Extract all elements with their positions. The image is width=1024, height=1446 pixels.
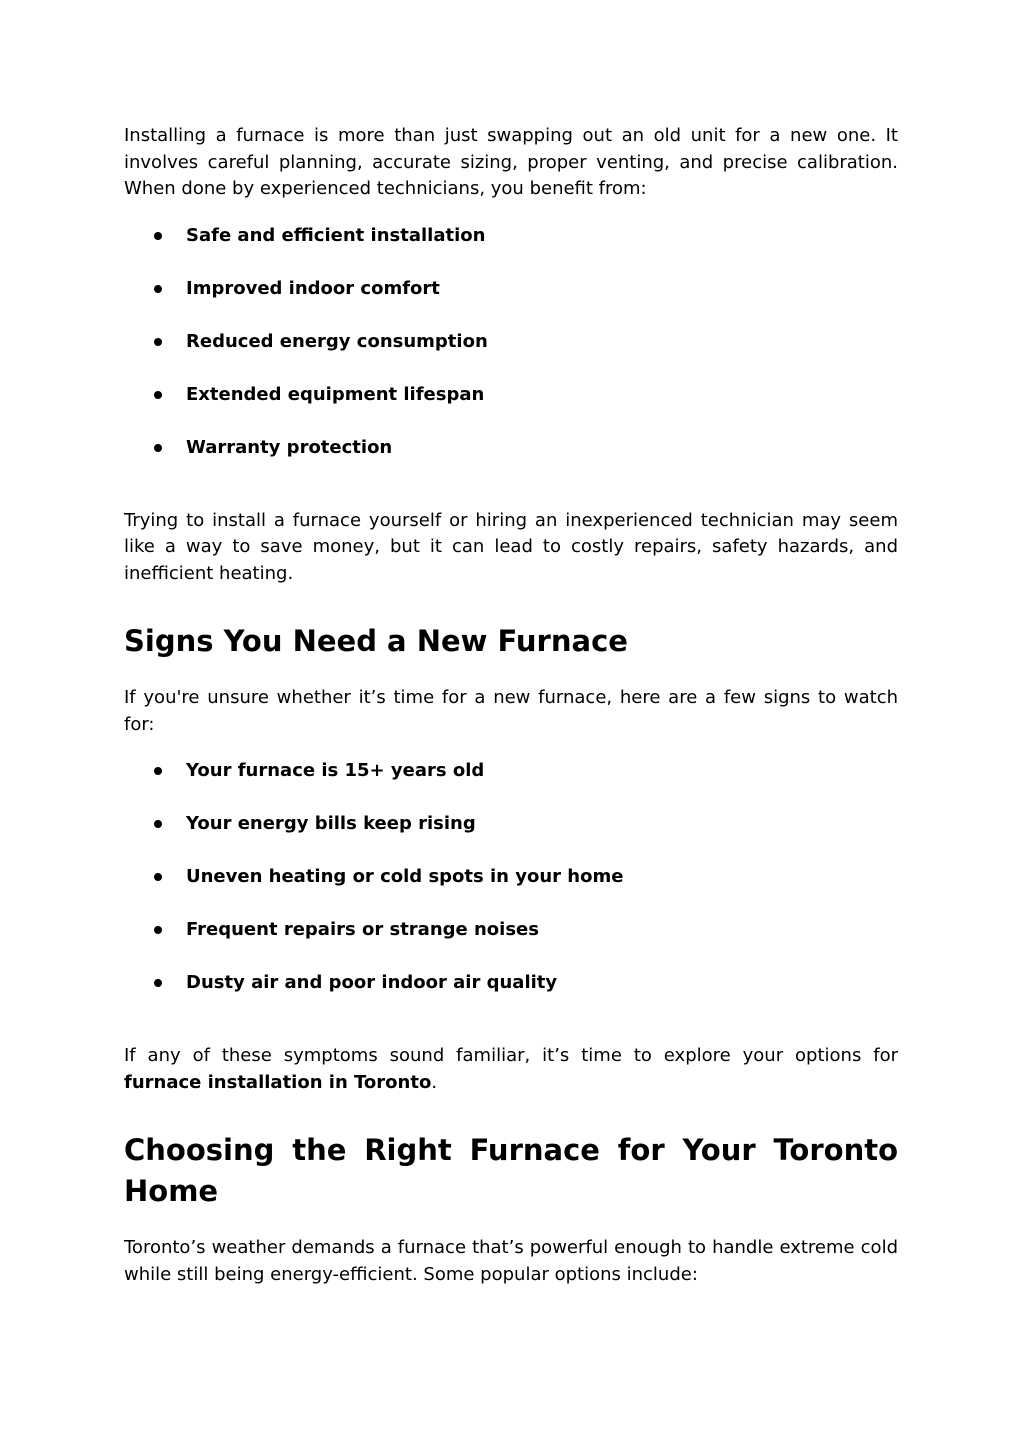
choosing-heading: Choosing the Right Furnace for Your Toronto Home — [124, 1133, 898, 1208]
closing-text: If any of these symptoms sound familiar, it’s time to explore your options for — [124, 1045, 898, 1066]
list-item — [124, 970, 898, 996]
document-page — [124, 123, 898, 1288]
closing-period: . — [431, 1071, 438, 1093]
bullet-icon — [154, 873, 162, 881]
signs-closing-paragraph — [124, 1043, 898, 1096]
list-item-text: Uneven heating or cold spots in your home — [186, 866, 624, 887]
list-item — [124, 864, 898, 890]
signs-list — [124, 758, 898, 996]
list-item-text: Your furnace is 15+ years old — [186, 760, 485, 781]
bullet-icon — [154, 767, 162, 775]
list-item — [124, 435, 898, 461]
choosing-paragraph: Toronto’s weather demands a furnace that’s powerful enough to handle extreme cold while still being energy-efficient. Some popular options include: — [124, 1237, 898, 1285]
list-item-text: Safe and efficient installation — [186, 224, 486, 246]
bullet-icon — [154, 338, 162, 346]
list-item-text: Dusty air and poor indoor air quality — [186, 972, 558, 993]
list-item — [124, 223, 898, 249]
closing-bold-text: furnace installation in Toronto — [124, 1071, 432, 1093]
benefits-list — [124, 223, 898, 461]
bullet-icon — [154, 820, 162, 828]
bullet-icon — [154, 232, 162, 240]
list-item — [124, 382, 898, 408]
list-item — [124, 811, 898, 837]
intro-paragraph: Installing a furnace is more than just swapping out an old unit for a new one. It involves careful planning, accurate sizing, proper venting, and precise calibration. When done by experienced technicians, you benefit from: — [124, 125, 898, 199]
list-item-text: Your energy bills keep rising — [186, 813, 476, 834]
signs-intro-paragraph: If you're unsure whether it’s time for a new furnace, here are a few signs to watch for: — [124, 687, 898, 735]
list-item — [124, 329, 898, 355]
bullet-icon — [154, 285, 162, 293]
list-item-text: Reduced energy consumption — [186, 330, 488, 352]
bullet-icon — [154, 979, 162, 987]
list-item-text: Warranty protection — [186, 436, 393, 458]
signs-heading: Signs You Need a New Furnace — [124, 624, 628, 658]
warning-paragraph: Trying to install a furnace yourself or hiring an inexperienced technician may seem like a way to save money, but it can lead to costly repairs, safety hazards, and inefficient heating. — [124, 509, 898, 584]
list-item-text: Extended equipment lifespan — [186, 383, 485, 405]
list-item — [124, 276, 898, 302]
list-item-text: Improved indoor comfort — [186, 277, 440, 299]
list-item — [124, 758, 898, 784]
bullet-icon — [154, 444, 162, 452]
list-item — [124, 917, 898, 943]
bullet-icon — [154, 926, 162, 934]
list-item-text: Frequent repairs or strange noises — [186, 919, 539, 940]
bullet-icon — [154, 391, 162, 399]
